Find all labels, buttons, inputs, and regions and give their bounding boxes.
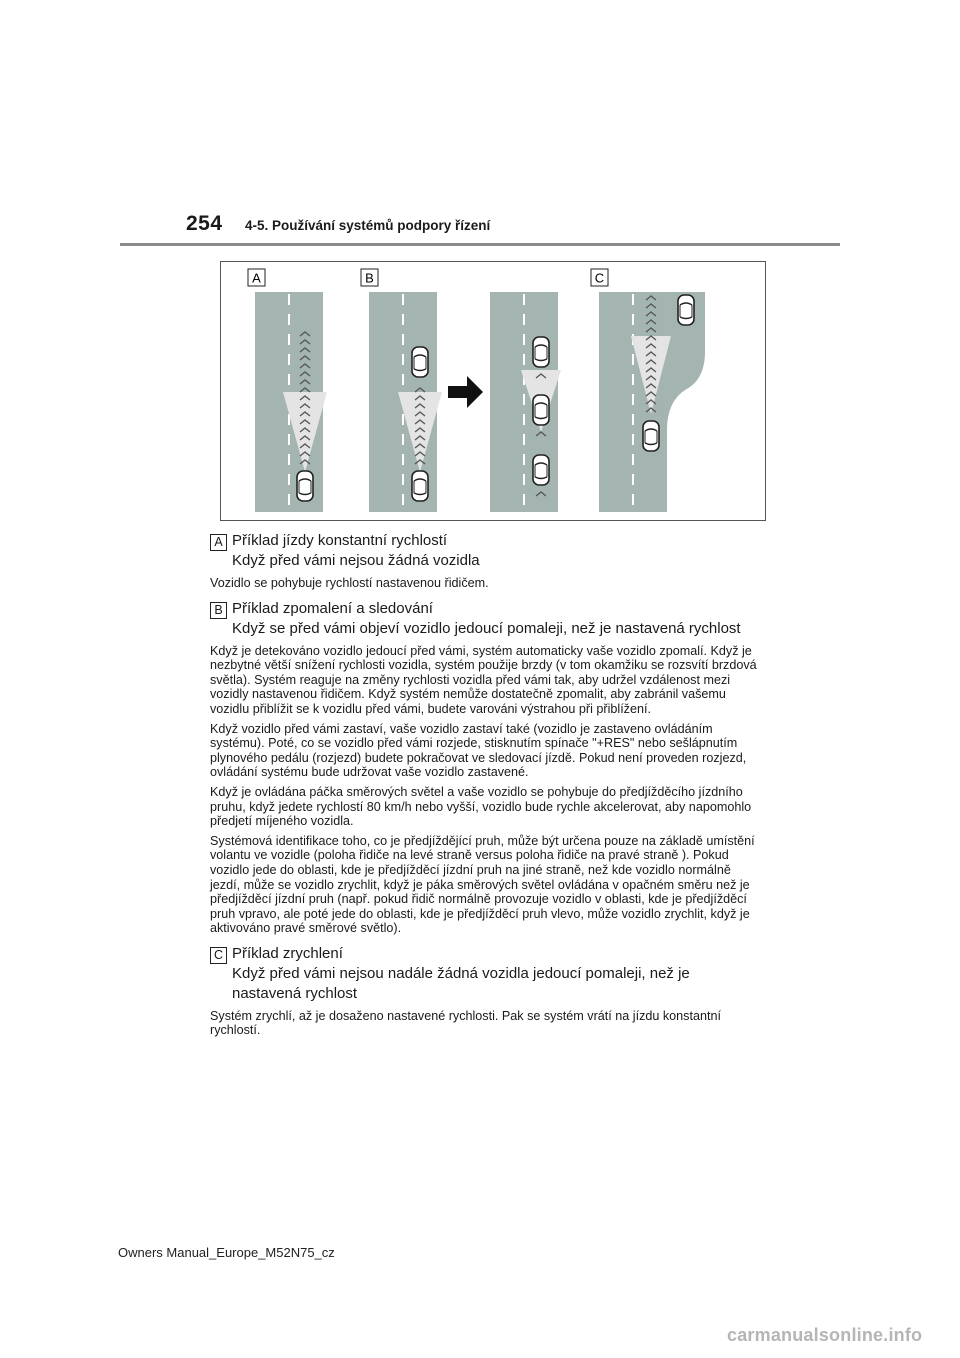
item-c-paragraph: Systém zrychlí, až je dosaženo nastavené rychlosti. Pak se systém vrátí na jízdu konstantní rychlostí. bbox=[210, 1008, 721, 1038]
item-b-paragraph: Systémová identifikace toho, co je předjíždějící pruh, může být určena pouze na základě umístění volantu ve vozidle (poloha řidiče na levé straně versus poloha řidiče na pravé straně ). Pokud vozidlo jede do oblasti, kde je předjížděcí jízdní pruh na jiné straně, než kde vozidlo normálně jezdí, může se vozidlo zrychlit, když je páka směrových světel ovládána v opačném směru než je předjížděcí jízdní pruh (např. pokud řidič normálně provozuje vozidlo v oblasti, kde je předjížděcí pruh vpravo, ale poté jede do oblasti, kde je předjížděcí pruh vlevo, může vozidlo zrychlit, když je aktivováno pravé směrové světlo). bbox=[210, 833, 755, 936]
section-title: 4-5. Používání systémů podpory řízení bbox=[245, 218, 491, 233]
svg-text:C: C bbox=[594, 270, 605, 286]
figure-label-b bbox=[361, 269, 378, 286]
item-c-title: Příklad zrychlení bbox=[232, 944, 343, 962]
item-a-heading bbox=[210, 531, 760, 571]
figure-label-c bbox=[591, 269, 608, 286]
item-a-paragraph: Vozidlo se pohybuje rychlostí nastavenou řidičem. bbox=[210, 576, 489, 590]
transition-arrow bbox=[448, 376, 483, 408]
road-a bbox=[255, 292, 327, 512]
content-body bbox=[210, 527, 760, 1040]
following-car-b2 bbox=[533, 455, 549, 485]
item-c-heading bbox=[210, 944, 760, 1004]
item-a-subtitle: Když před vámi nejsou žádná vozidla bbox=[232, 552, 480, 569]
watermark: carmanualsonline.info bbox=[727, 1325, 923, 1345]
item-b-paragraph: Když je ovládána páčka směrových světel a vaše vozidlo se pohybuje do předjížděcího jízdního pruhu, když jedete rychlostí 80 km/h nebo vyšší, vozidlo bude rychle akcelerovat, aby napomohlo předjetí míjeného vozidla. bbox=[210, 784, 752, 829]
item-b-heading bbox=[210, 599, 760, 639]
item-b-paragraph: Když je detekováno vozidlo jedoucí před vámi, systém automaticky vaše vozidlo zpomalí. Když je nezbytné větší snížení rychlosti vozidla, systém použije brzdy (v tom okamžiku se rozsvítí brzdová světla). Systém reaguje na změny rychlosti vozidla před vámi tak, aby udržel vzdálenost mezi vozidly nastavenou řidičem. Když systém nemůže dostatečně zpomalit, aby zabránil vašemu vozidlu přiblížit se k vozidlu před vámi, budete varováni výstrahou při přiblížení. bbox=[210, 643, 757, 716]
own-car-b1 bbox=[412, 471, 428, 501]
header-divider bbox=[120, 243, 840, 246]
item-a-badge: A bbox=[210, 534, 227, 551]
footer-document-id: Owners Manual_Europe_M52N75_cz bbox=[118, 1245, 335, 1260]
own-car-b2 bbox=[533, 395, 549, 425]
lead-car-b2 bbox=[533, 337, 549, 367]
item-b-title: Příklad zpomalení a sledování bbox=[232, 599, 433, 617]
road-b1 bbox=[369, 292, 442, 512]
road-b2 bbox=[490, 292, 561, 512]
passed-car-c bbox=[678, 295, 694, 325]
page-number: 254 bbox=[186, 212, 223, 235]
acc-illustration bbox=[220, 261, 766, 521]
svg-text:B: B bbox=[365, 270, 374, 286]
item-b bbox=[210, 599, 760, 936]
road-c bbox=[599, 292, 705, 512]
item-b-badge: B bbox=[210, 602, 227, 619]
svg-text:A: A bbox=[252, 270, 261, 286]
item-a bbox=[210, 531, 760, 591]
item-b-paragraph: Když vozidlo před vámi zastaví, vaše vozidlo zastaví také (vozidlo je zastaveno ovládáním systému). Poté, co se vozidlo před vámi rozjede, stisknutím spínače "+RES" nebo sešlápnutím plynového pedálu (rozjezd) budete pokračovat ve sledovací jízdě. Pokud není proveden rozjezd, ovládání systému bude udržovat vaše vozidlo zastavené. bbox=[210, 721, 747, 780]
own-car-a bbox=[297, 471, 313, 501]
item-a-title: Příklad jízdy konstantní rychlostí bbox=[232, 532, 448, 549]
own-car-c bbox=[643, 421, 659, 451]
figure-label-a bbox=[248, 269, 265, 286]
item-c-badge: C bbox=[210, 947, 227, 964]
item-b-subtitle: Když se před vámi objeví vozidlo jedoucí pomaleji, než je nastavená rychlost bbox=[232, 619, 741, 637]
item-c bbox=[210, 944, 760, 1038]
lead-car-b1 bbox=[412, 347, 428, 377]
acc-diagram-svg bbox=[221, 262, 765, 520]
item-c-subtitle: Když před vámi nejsou nadále žádná vozidla jedoucí pomaleji, než je nastavená rychlost bbox=[232, 964, 690, 1002]
